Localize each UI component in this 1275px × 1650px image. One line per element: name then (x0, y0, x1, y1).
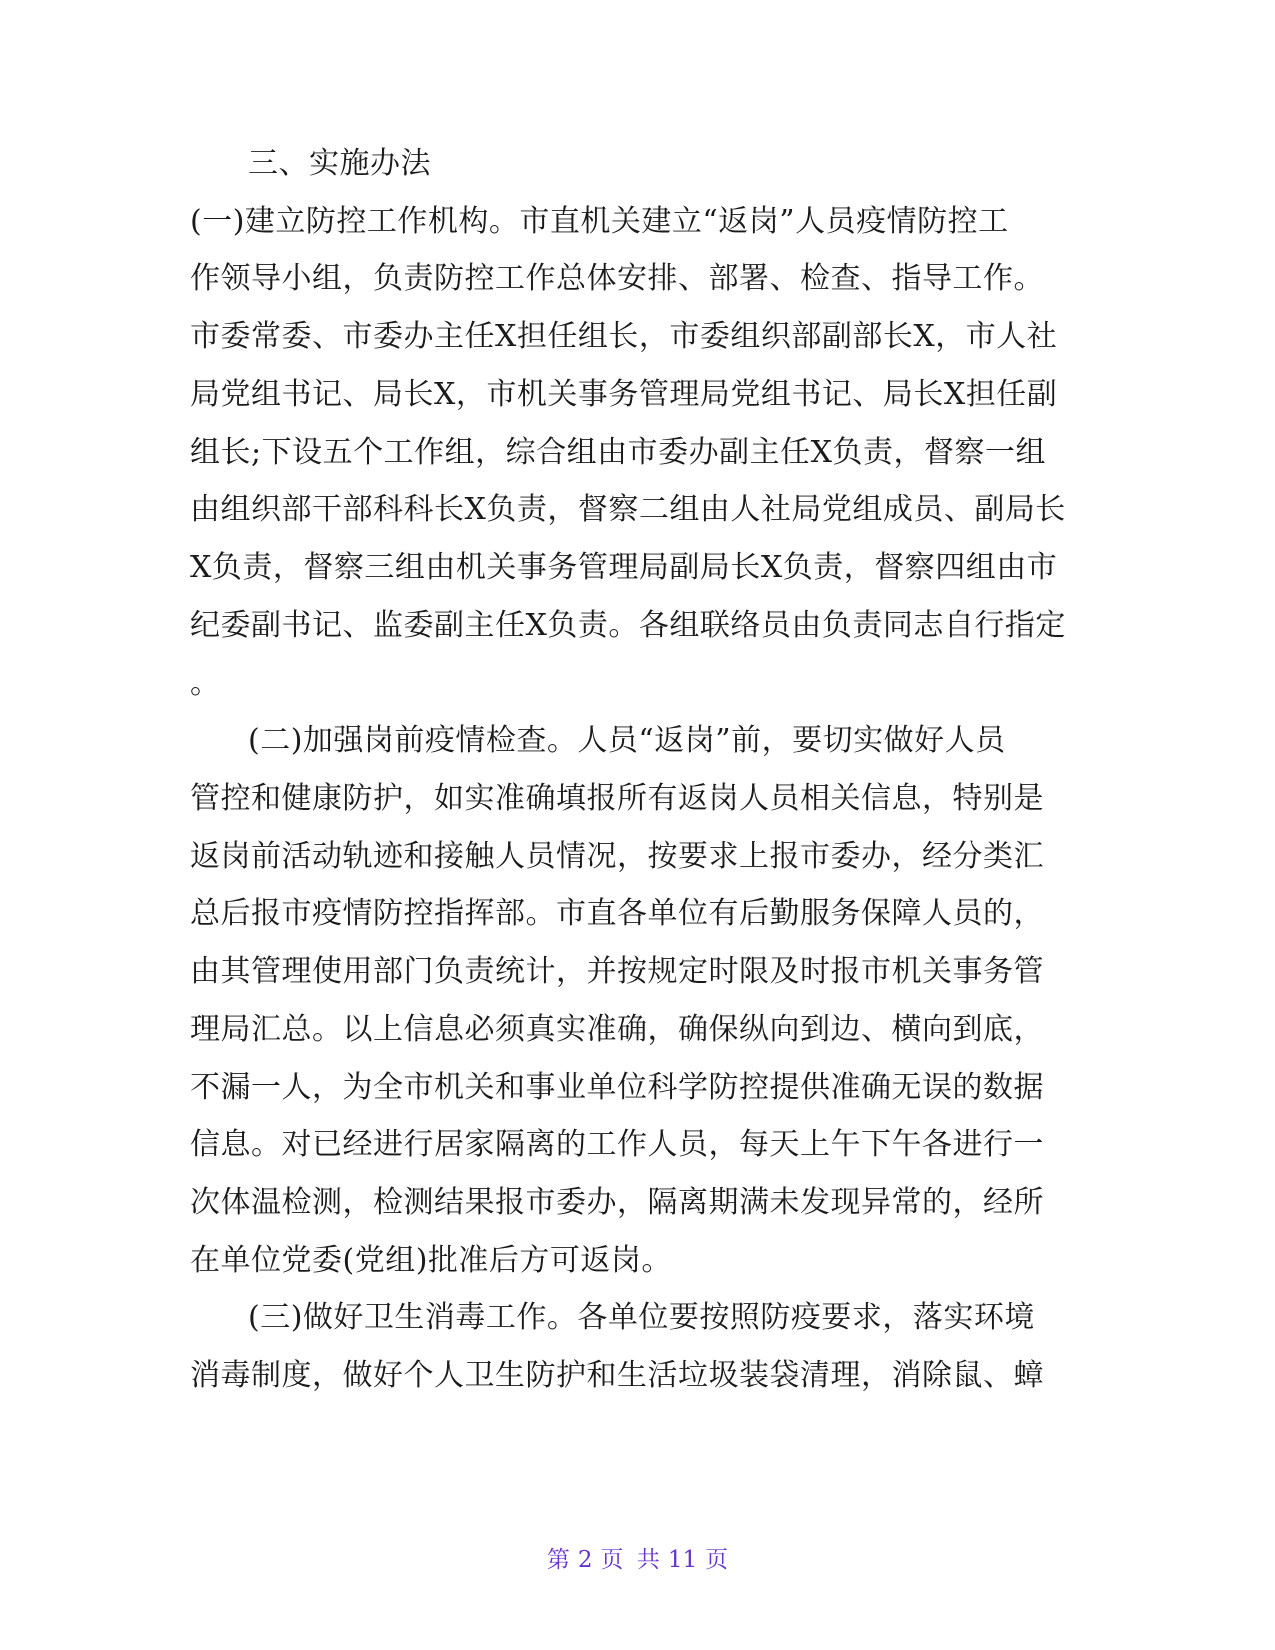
body-line: 返岗前活动轨迹和接触人员情况，按要求上报市委办，经分类汇 (190, 839, 1044, 874)
body-line: 不漏一人，为全市机关和事业单位科学防控提供准确无误的数据 (190, 1070, 1044, 1105)
body-line: 作领导小组，负责防控工作总体安排、部署、检查、指导工作。 (190, 261, 1044, 296)
footer-prefix: 第 (546, 1547, 570, 1573)
body-line: 次体温检测，检测结果报市委办，隔离期满未发现异常的，经所 (190, 1185, 1044, 1220)
section-heading: 三、实施办法 (248, 146, 431, 181)
body-line: (一)建立防控工作机构。市直机关建立“返岗”人员疫情防控工 (190, 204, 1009, 239)
body-line: 由组织部干部科科长X负责，督察二组由人社局党组成员、副局长 (190, 492, 1066, 527)
body-line: 。 (190, 666, 221, 701)
body-line: 组长;下设五个工作组，综合组由市委办副主任X负责，督察一组 (190, 435, 1046, 470)
body-line: 纪委副书记、监委副主任X负责。各组联络员由负责同志自行指定 (190, 608, 1066, 643)
footer-total-pages: 11 (667, 1547, 698, 1573)
body-line: 信息。对已经进行居家隔离的工作人员，每天上午下午各进行一 (190, 1127, 1044, 1162)
footer-middle: 页 共 (600, 1547, 660, 1573)
body-line: 市委常委、市委办主任X担任组长，市委组织部副部长X，市人社 (190, 319, 1058, 354)
body-line: 在单位党委(党组)批准后方可返岗。 (190, 1243, 672, 1278)
body-line: 理局汇总。以上信息必须真实准确，确保纵向到边、横向到底， (190, 1012, 1044, 1047)
footer-suffix: 页 (705, 1547, 729, 1573)
body-line: X负责，督察三组由机关事务管理局副局长X负责，督察四组由市 (190, 550, 1058, 585)
body-line: 消毒制度，做好个人卫生防护和生活垃圾装袋清理，消除鼠、蟑 (190, 1358, 1044, 1393)
footer-page-number: 2 (577, 1547, 593, 1573)
paragraph-start-line: (三)做好卫生消毒工作。各单位要按照防疫要求，落实环境 (248, 1300, 1035, 1335)
body-line: 局党组书记、局长X，市机关事务管理局党组书记、局长X担任副 (190, 377, 1058, 412)
body-line: 管控和健康防护，如实准确填报所有返岗人员相关信息，特别是 (190, 781, 1044, 816)
body-line: 总后报市疫情防控指挥部。市直各单位有后勤服务保障人员的， (190, 896, 1044, 931)
body-line: 由其管理使用部门负责统计，并按规定时限及时报市机关事务管 (190, 954, 1044, 989)
page-footer (0, 1546, 1275, 1574)
paragraph-start-line: (二)加强岗前疫情检查。人员“返岗”前，要切实做好人员 (248, 723, 1006, 758)
